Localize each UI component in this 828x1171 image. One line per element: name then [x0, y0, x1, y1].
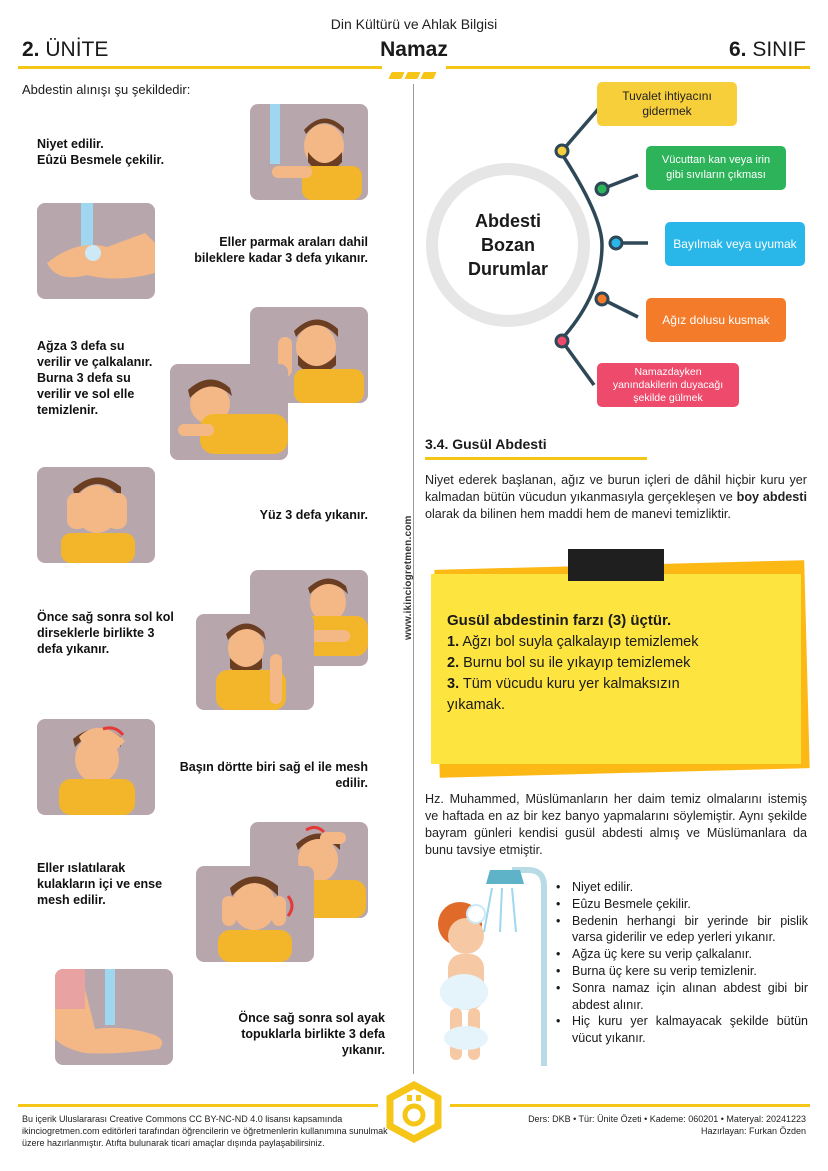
unit-label: 2. ÜNİTE — [22, 38, 109, 61]
breaker-item-sleep: Bayılmak veya uyumak — [665, 222, 805, 266]
website-vertical-text: www.ikinciogretmen.com — [403, 515, 414, 640]
list-item: • Eûzu Besmele çekilir. — [556, 896, 808, 913]
gusul-steps-list — [556, 879, 808, 1047]
farz-title: Gusül abdestinin farzı (3) üçtür. — [447, 612, 672, 629]
illustration-feet — [55, 969, 173, 1065]
list-item: • Burna üç kere su verip temizlenir. — [556, 963, 808, 980]
footer-rule-right — [450, 1104, 810, 1107]
material-info: Ders: DKB • Tür: Ünite Özeti • Kademe: 060201 • Materyal: 20241223 Hazırlayan: Furkan Özden — [528, 1114, 806, 1136]
breaker-item-vomit: Ağız dolusu kusmak — [646, 298, 786, 342]
step-arms: Önce sağ sonra sol kol dirseklerle birlikte 3 defa yıkanır. — [37, 610, 174, 656]
header-rule-right — [446, 66, 810, 69]
footer-rule-left — [18, 1104, 378, 1107]
section-underline — [425, 457, 647, 460]
header-dashes — [390, 66, 438, 74]
breaker-item-toilet: Tuvalet ihtiyacını gidermek — [597, 82, 737, 126]
page-title: Namaz — [380, 38, 448, 61]
grade-label: 6. SINIF — [728, 38, 806, 61]
intro-text: Abdestin alınışı şu şekildedir: — [22, 82, 191, 97]
breaker-item-blood: Vücuttan kan veya irin gibi sıvıların çıkması — [646, 146, 786, 190]
step-mouth-nose: Ağza 3 defa su verilir ve çalkalanır. Burna 3 defa su verilir ve sol elle temizlenir. — [37, 339, 153, 417]
list-item: • Ağza üç kere su verip çalkalanır. — [556, 946, 808, 963]
illustration-mouth — [170, 364, 288, 460]
list-item: • Bedenin herhangi bir yerinde bir pislik varsa giderilir ve edep yerleri yıkanır. — [556, 913, 808, 947]
illustration-niyet — [250, 104, 368, 200]
note-tape — [568, 549, 664, 581]
illustration-face — [37, 467, 155, 563]
header-rule-left — [18, 66, 382, 69]
step-face: Yüz 3 defa yıkanır. — [259, 508, 368, 522]
breaker-item-laugh: Namazdayken yanındakilerin duyacağı şekilde gülmek — [597, 363, 739, 407]
subject-title: Din Kültürü ve Ahlak Bilgisi — [330, 16, 498, 32]
farz-item-2: 2. Burnu bol su ile yıkayıp temizlemek — [447, 655, 691, 671]
gusul-hadith: Hz. Muhammed, Müslümanların her daim temiz olmalarını istemiş ve haftada en az bir kez banyo yapmalarını söylemiştir. Aynı şekilde bayram günleri kendisi gusül abdesti almış ve Müslümanlara da bunu tavsiye etmiştir. — [425, 792, 807, 857]
step-feet: Önce sağ sonra sol ayak topuklarla birlikte 3 defa yıkanır. — [238, 1011, 385, 1057]
section-heading-gusul: 3.4. Gusül Abdesti — [425, 436, 547, 452]
illustration-ears — [196, 866, 314, 962]
list-item: • Hiç kuru yer kalmayacak şekilde bütün vücut yıkanır. — [556, 1013, 808, 1047]
step-hands: Eller parmak araları dahil bileklere kadar 3 defa yıkanır. — [194, 235, 368, 265]
list-item: • Niyet edilir. — [556, 879, 808, 896]
gusul-definition: Niyet ederek başlanan, ağız ve burun içleri de dâhil hiçbir kuru yer kalmadan bütün vücudun yıkanmasıyla gerçekleşen ve boy abdesti olarak da bilinen hem maddi hem de manevi temizliktir. — [425, 473, 807, 521]
illustration-head — [37, 719, 155, 815]
list-item: • Sonra namaz için alınan abdest gibi bir abdest alınır. — [556, 980, 808, 1014]
step-head: Başın dörtte biri sağ el ile mesh edilir. — [179, 760, 368, 790]
farz-item-3: 3. Tüm vücudu kuru yer kalmaksızın — [447, 676, 680, 692]
breakers-title: Abdesti Bozan Durumlar — [438, 175, 578, 315]
illustration-arm-left — [196, 614, 314, 710]
shower-illustration — [420, 862, 550, 1068]
step-ears: Eller ıslatılarak kulakların içi ve ense mesh edilir. — [37, 861, 163, 907]
farz-item-1: 1. Ağzı bol suyla çalkalayıp temizlemek — [447, 634, 699, 650]
farz-item-3-cont: yıkamak. — [447, 697, 506, 713]
license-text: Bu içerik Uluslararası Creative Commons CC BY-NC-ND 4.0 lisansı kapsamında ikinciogretmen.com editörleri tarafından öğrencilerin ve öğretmenlerin kullanımına sunulmak üzere hazırlanmıştır. Atıfta bulunarak ticari amaçlar dışında paylaşabilirsiniz. — [22, 1114, 388, 1148]
illustration-hands — [37, 203, 155, 299]
step-niyet: Niyet edilir. Eûzü Besmele çekilir. — [37, 137, 165, 167]
